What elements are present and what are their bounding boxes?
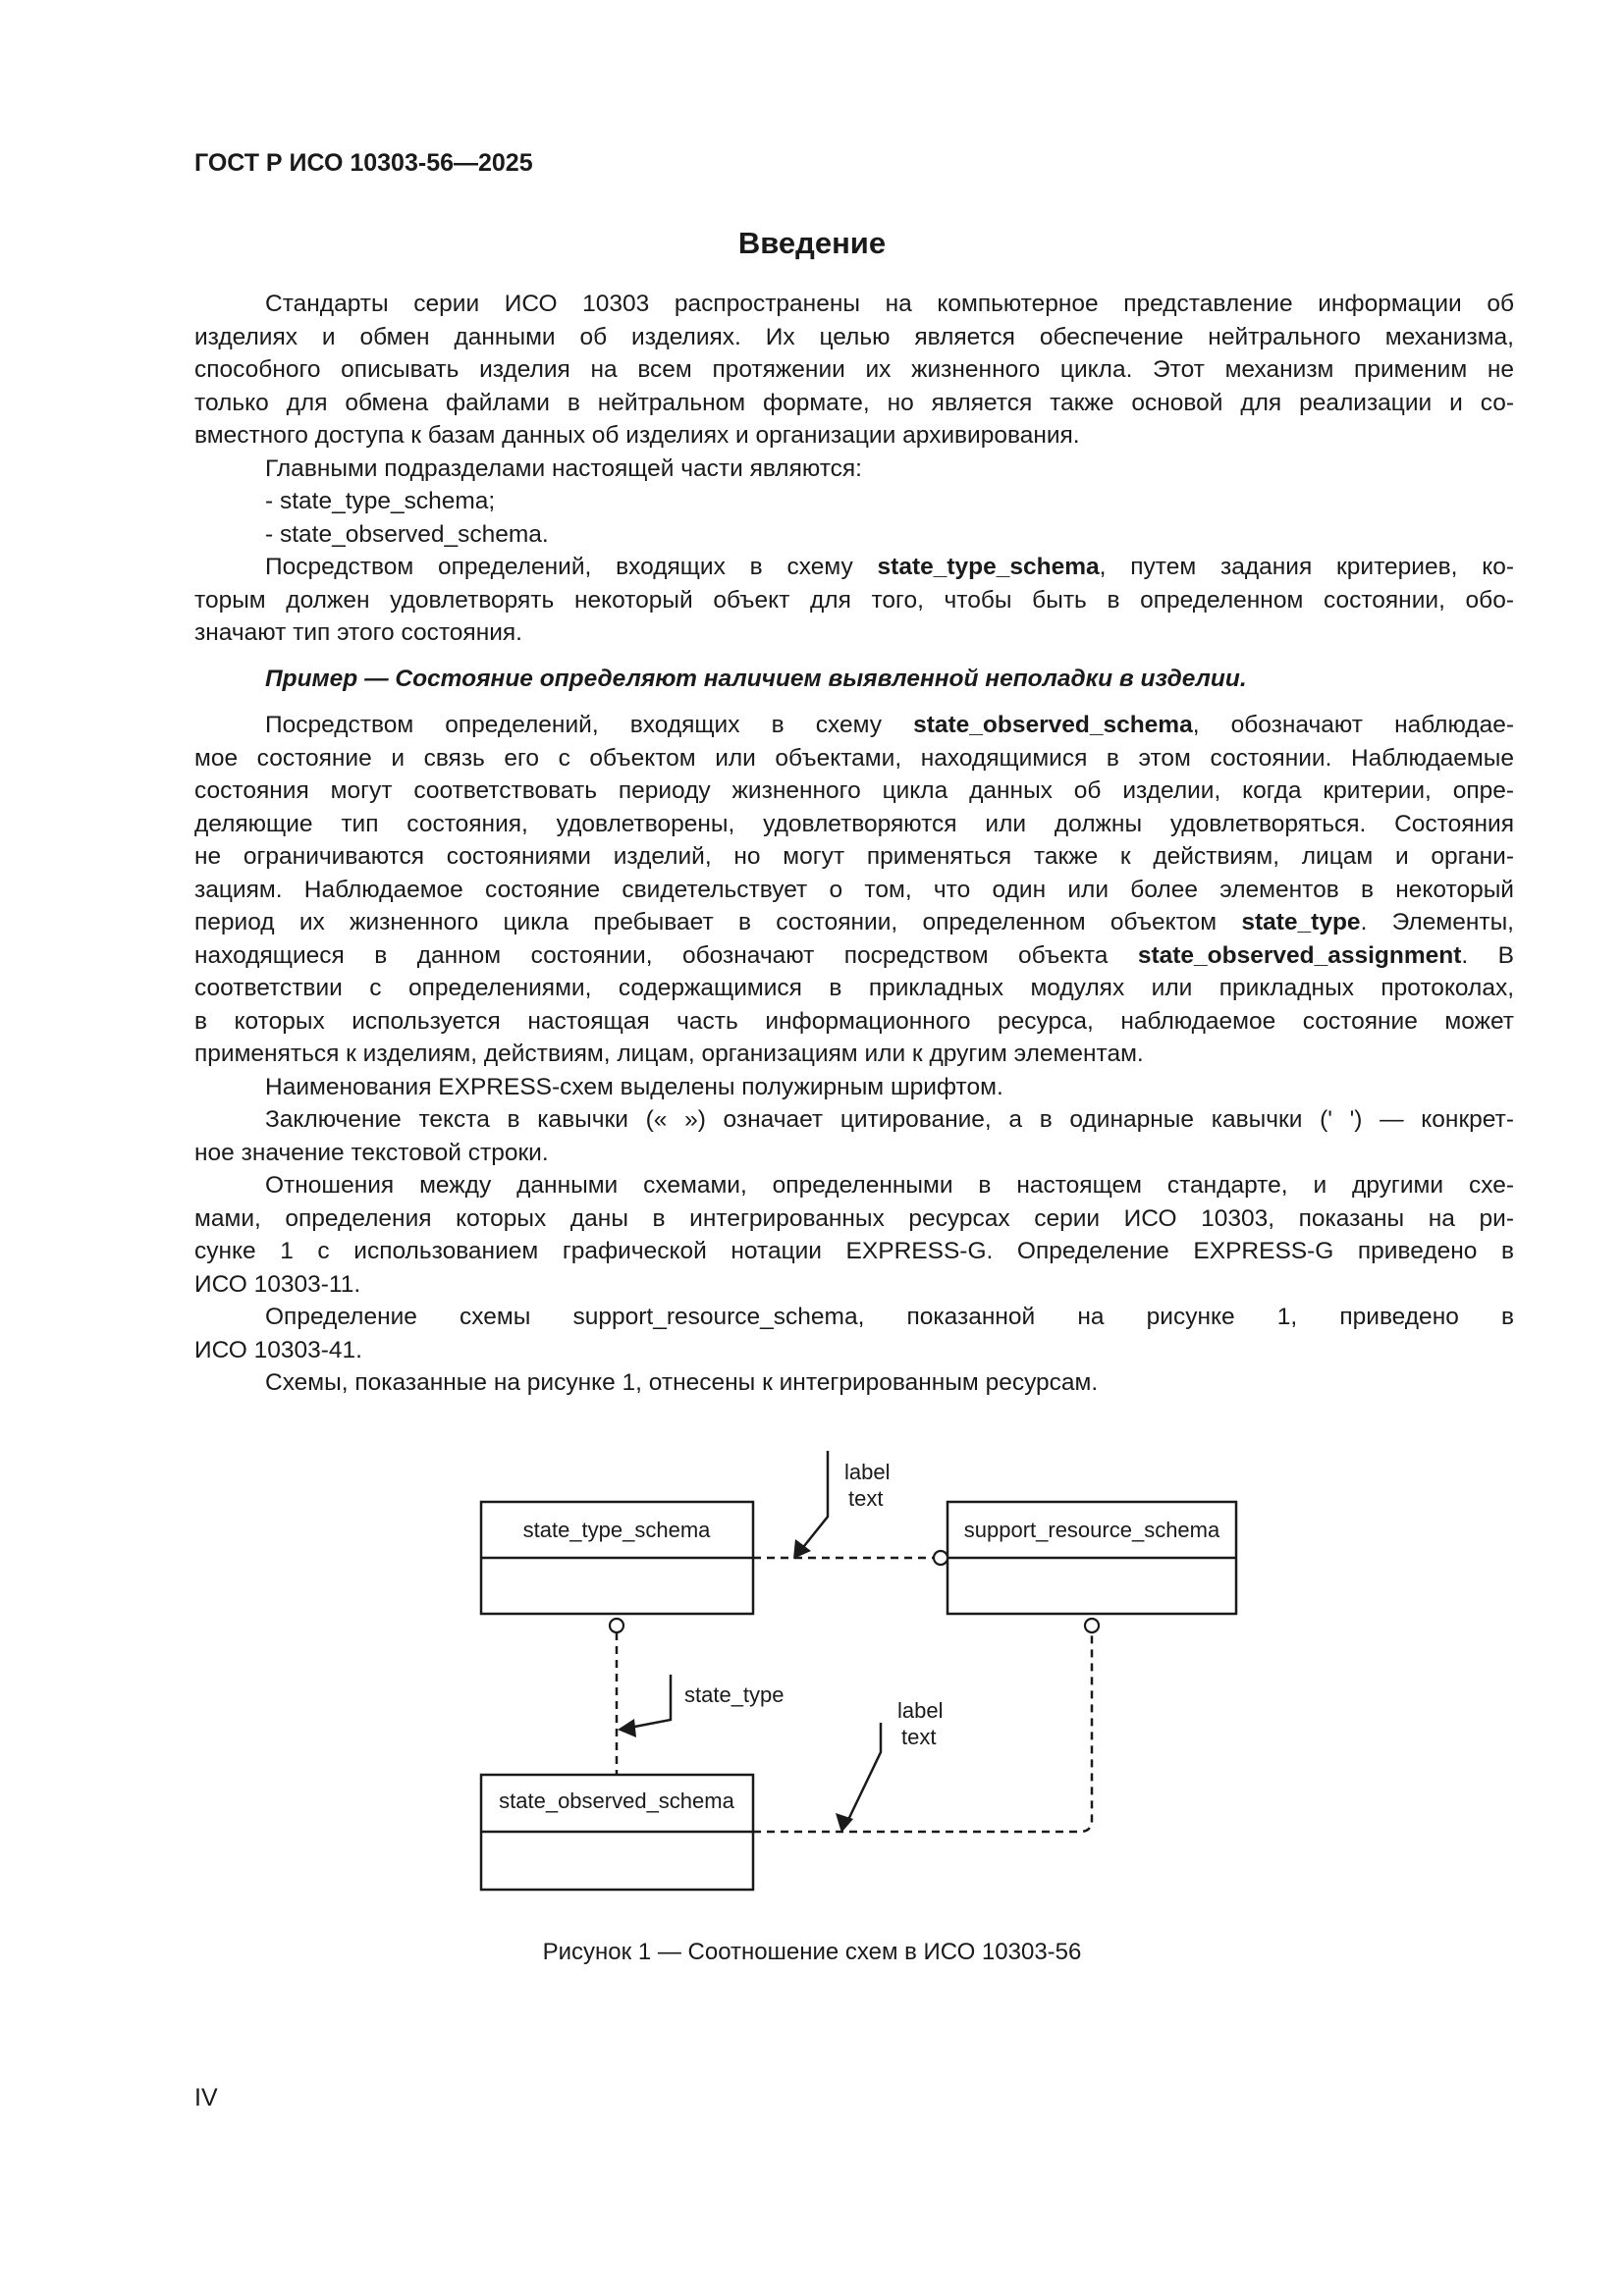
text-segment: вместного доступа к базам данных об изделиях и организации архивирования.: [194, 422, 1080, 449]
text-segment: зациям. Наблюдаемое состояние свидетельствует о том, что один или более элементов в некоторый: [194, 876, 1514, 903]
schema-name-bold: state_observed_assignment: [1137, 941, 1462, 969]
figure-caption: Рисунок 1 — Соотношение схем в ИСО 10303-56: [542, 1939, 1082, 1965]
text-segment: применяться к изделиям, действиям, лицам, организациям или к другим элементам.: [194, 1041, 1144, 1067]
box-title-state-type-schema: state_type_schema: [522, 1518, 711, 1542]
arrowhead-icon: [618, 1719, 636, 1737]
label-state-type: state_type: [684, 1682, 785, 1707]
section-title: Введение: [737, 226, 887, 260]
text-segment: ное значение текстовой строки.: [194, 1139, 549, 1166]
label-pointer-state-type: [624, 1675, 671, 1729]
label-pointer-top: [800, 1451, 828, 1551]
page-number: IV: [194, 2084, 218, 2111]
text-segment: значают тип этого состояния.: [194, 619, 522, 646]
text-segment: ИСО 10303-41.: [194, 1336, 362, 1363]
text-segment: состояния могут соответствовать периоду жизненного цикла данных об изделии, когда критерии, опре-: [194, 777, 1514, 804]
document-header: ГОСТ Р ИСО 10303-56—2025: [194, 149, 533, 177]
relation-circle-icon: [934, 1551, 947, 1565]
text-segment: Заключение текста в кавычки (« ») означает цитирование, а в одинарные кавычки (' ') — конкрет-: [265, 1106, 1514, 1133]
text-segment: изделиях и обмен данными об изделиях. Их целью является обеспечение нейтрального механизма,: [194, 323, 1514, 350]
label-bottom-line2: text: [901, 1725, 937, 1749]
text-segment: - state_type_schema;: [265, 488, 496, 514]
relation-circle-icon: [1085, 1619, 1099, 1632]
text-segment: мое состояние и связь его с объектом или объектами, находящимися в этом состоянии. Наблюдаемые: [194, 744, 1514, 772]
text-segment: мами, определения которых даны в интегрированных ресурсах серии ИСО 10303, показаны на ри-: [194, 1204, 1514, 1232]
text-segment: период их жизненного цикла пребывает в состоянии, определенном объектом: [194, 909, 1242, 935]
label-pointer-bottom: [846, 1723, 881, 1824]
text-segment: Определение схемы support_resource_schema, показанной на рисунке 1, приведено в: [265, 1304, 1514, 1330]
text-segment: . Элементы,: [1360, 909, 1514, 935]
text-segment: не ограничиваются состояниями изделий, но могут применяться также к действиям, лицам и органи-: [194, 843, 1514, 870]
label-bottom-line1: label: [897, 1698, 944, 1723]
relation-circle-icon: [610, 1619, 623, 1632]
text-segment: соответствии с определениями, содержащимися в прикладных модулях или прикладных протоколах,: [194, 975, 1514, 1001]
text-segment: только для обмена файлами в нейтральном формате, но является также основой для реализации и со-: [194, 389, 1514, 416]
schema-name-bold: state_type: [1241, 909, 1361, 935]
text-segment: ИСО 10303-11.: [194, 1270, 361, 1298]
text-segment: Главными подразделами настоящей части являются:: [265, 454, 862, 482]
box-title-state-observed-schema: state_observed_schema: [499, 1789, 734, 1813]
text-segment: Отношения между данными схемами, определенными в настоящем стандарте, и другими схе-: [265, 1172, 1514, 1199]
label-top-line1: label: [844, 1460, 891, 1484]
text-segment: . В: [1461, 941, 1514, 969]
schema-name-bold: state_type_schema: [877, 554, 1100, 580]
text-segment: Наименования EXPRESS-схем выделены полужирным шрифтом.: [265, 1073, 1003, 1100]
text-segment: Посредством определений, входящих в схему: [265, 712, 914, 738]
text-segment: деляющие тип состояния, удовлетворены, удовлетворяются или должны удовлетворяться. Состояния: [194, 810, 1514, 837]
label-top-line2: text: [848, 1486, 884, 1511]
text-segment: находящиеся в данном состоянии, обозначают посредством объекта: [194, 941, 1138, 969]
text-segment: в которых используется настоящая часть информационного ресурса, наблюдаемое состояние может: [194, 1007, 1514, 1035]
text-segment: сунке 1 с использованием графической нотации EXPRESS-G. Определение EXPRESS-G приведено в: [194, 1238, 1514, 1264]
text-segment: , путем задания критериев, ко-: [1099, 554, 1514, 580]
text-segment: , обозначают наблюдае-: [1192, 712, 1514, 738]
text-segment: торым должен удовлетворять некоторый объект для того, чтобы быть в определенном состоянии, обо-: [194, 586, 1514, 614]
text-segment: Пример — Состояние определяют наличием выявленной неполадки в изделии.: [265, 665, 1247, 692]
box-title-support-resource-schema: support_resource_schema: [963, 1518, 1220, 1542]
text-segment: Стандарты серии ИСО 10303 распространены на компьютерное представление информации об: [265, 291, 1514, 317]
text-segment: - state_observed_schema.: [265, 520, 549, 548]
text-segment: Схемы, показанные на рисунке 1, отнесены к интегрированным ресурсам.: [265, 1369, 1099, 1396]
text-segment: Посредством определений, входящих в схему: [265, 554, 878, 580]
schema-name-bold: state_observed_schema: [913, 712, 1193, 738]
text-segment: способного описывать изделия на всем протяжении их жизненного цикла. Этот механизм применим не: [194, 356, 1514, 383]
